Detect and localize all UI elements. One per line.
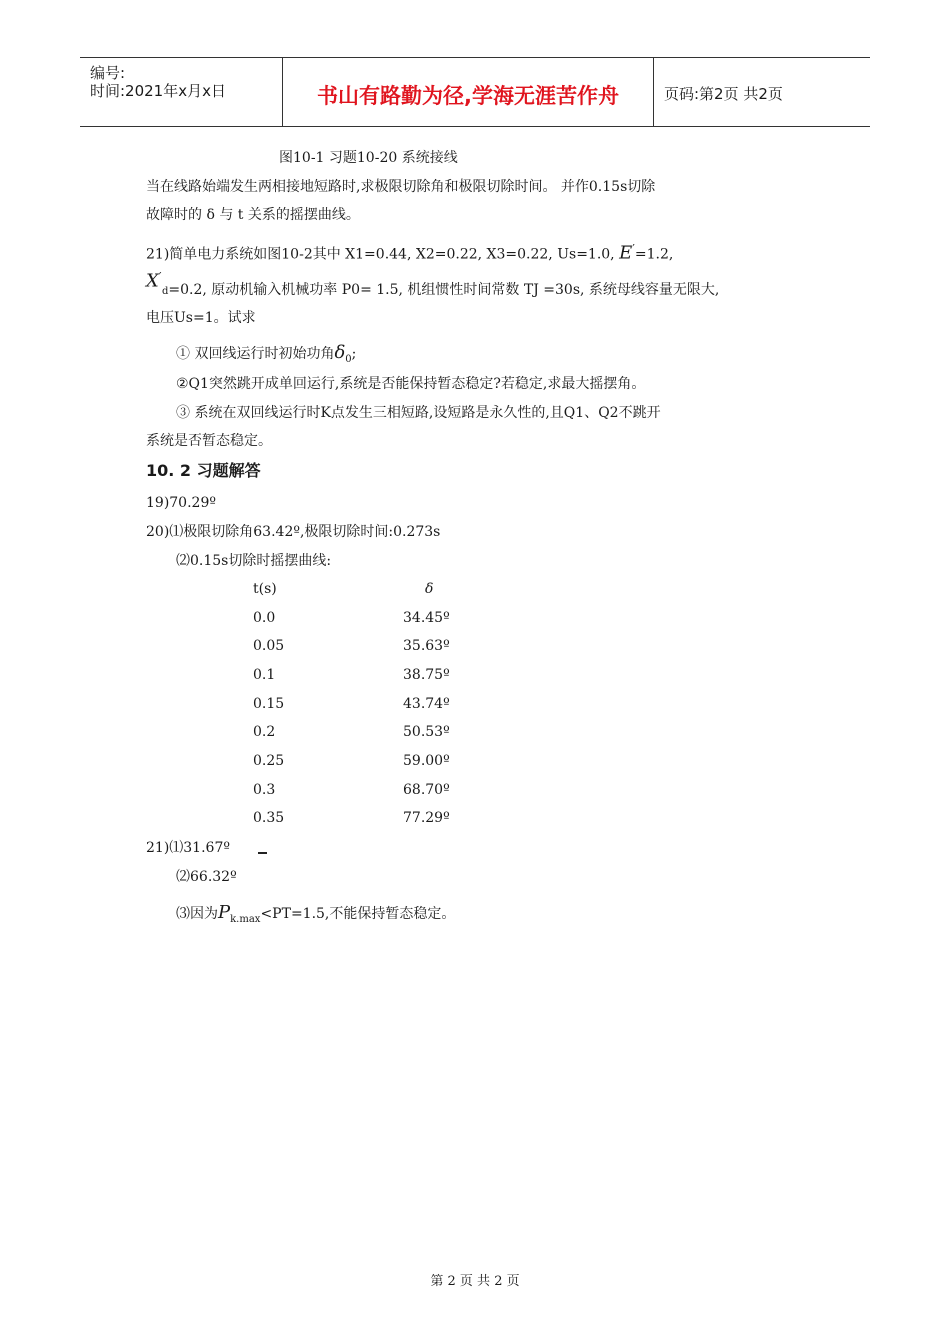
table-cell-t: 0.0 xyxy=(253,610,276,626)
header-left-cell xyxy=(80,58,283,126)
e-prime: ′ xyxy=(632,242,635,256)
q20-text-line1: 当在线路始端发生两相接地短路时,求极限切除角和极限切除时间。 并作0.15s切除 xyxy=(146,179,656,195)
answer-21-part2: ⑵66.32º xyxy=(176,869,237,885)
figure-caption: 图10-1 习题10-20 系统接线 xyxy=(279,150,458,166)
table-cell-t: 0.2 xyxy=(253,724,276,740)
xd-prime: ′ xyxy=(158,270,162,284)
table-cell-delta: 34.45º xyxy=(403,610,450,626)
table-cell-delta: 59.00º xyxy=(403,753,450,769)
table-cell-t: 0.1 xyxy=(253,667,276,683)
table-cell-t: 0.05 xyxy=(253,638,285,654)
q21-line2-text: =0.2, 原动机输入机械功率 P0= 1.5, 机组惯性时间常数 TJ =30s, 系统母线容量无限大, xyxy=(168,282,720,298)
table-cell-t: 0.35 xyxy=(253,810,285,826)
answer-21-part1: 21)⑴31.67º xyxy=(146,840,230,856)
table-cell-delta: 35.63º xyxy=(403,638,450,654)
table-cell-delta: 43.74º xyxy=(403,696,450,712)
table-header-delta: δ xyxy=(425,581,434,597)
q21-item1-text: ① 双回线运行时初始功角 xyxy=(176,346,335,362)
document-header xyxy=(80,57,870,127)
stray-mark xyxy=(258,852,267,854)
header-time: 时间:2021年x月x日 xyxy=(90,82,226,100)
section-title: 10. 2 习题解答 xyxy=(146,461,261,480)
table-cell-delta: 38.75º xyxy=(403,667,450,683)
q21-line1 xyxy=(146,240,673,264)
table-cell-t: 0.3 xyxy=(253,782,276,798)
q21-item1-end: ; xyxy=(351,346,357,362)
answer-21-part3-end: <PT=1.5,不能保持暂态稳定。 xyxy=(260,906,456,922)
answer-21-part3-text: ⑶因为 xyxy=(176,906,218,922)
table-header-t: t(s) xyxy=(253,581,277,597)
header-number: 编号: xyxy=(90,64,126,82)
table-cell-t: 0.15 xyxy=(253,696,285,712)
table-cell-delta: 77.29º xyxy=(403,810,450,826)
q21-params: 21)简单电力系统如图10-2其中 X1=0.44, X2=0.22, X3=0.22, Us=1.0, xyxy=(146,246,620,263)
table-cell-delta: 50.53º xyxy=(403,724,450,740)
q21-item2: ②Q1突然跳开成单回运行,系统是否能保持暂态稳定?若稳定,求最大摇摆角。 xyxy=(176,376,646,392)
answer-20-part2: ⑵0.15s切除时摇摆曲线: xyxy=(176,553,332,569)
q21-line3: 电压Us=1。试求 xyxy=(146,310,256,326)
answer-19: 19)70.29º xyxy=(146,495,216,511)
table-cell-delta: 68.70º xyxy=(403,782,450,798)
e-symbol: E xyxy=(619,242,633,264)
q21-e-value: =1.2, xyxy=(634,246,674,263)
q21-line2 xyxy=(146,281,719,301)
header-center-cell xyxy=(283,58,654,126)
q21-item1 xyxy=(176,344,356,369)
header-motto: 书山有路勤为径,学海无涯苦作舟 xyxy=(317,84,619,108)
answer-20-part1: 20)⑴极限切除角63.42º,极限切除时间:0.273s xyxy=(146,524,441,540)
xd-sub: d xyxy=(162,286,169,297)
xd-symbol: X xyxy=(146,270,159,292)
delta-symbol: δ xyxy=(334,342,346,363)
delta-sub: 0 xyxy=(345,353,352,365)
q20-text-line2: 故障时的 δ 与 t 关系的摇摆曲线。 xyxy=(146,207,360,223)
q21-item3: ③ 系统在双回线运行时K点发生三相短路,设短路是永久性的,且Q1、Q2不跳开 xyxy=(176,405,661,421)
p-symbol: P xyxy=(218,902,231,923)
page-footer: 第 2 页 共 2 页 xyxy=(430,1274,520,1289)
answer-21-part3 xyxy=(176,904,455,929)
table-cell-t: 0.25 xyxy=(253,753,285,769)
p-sub: k.max xyxy=(230,913,261,925)
header-right-cell xyxy=(654,58,870,126)
q21-item3-cont: 系统是否暂态稳定。 xyxy=(146,433,272,449)
header-page: 页码:第2页 共2页 xyxy=(664,85,783,103)
